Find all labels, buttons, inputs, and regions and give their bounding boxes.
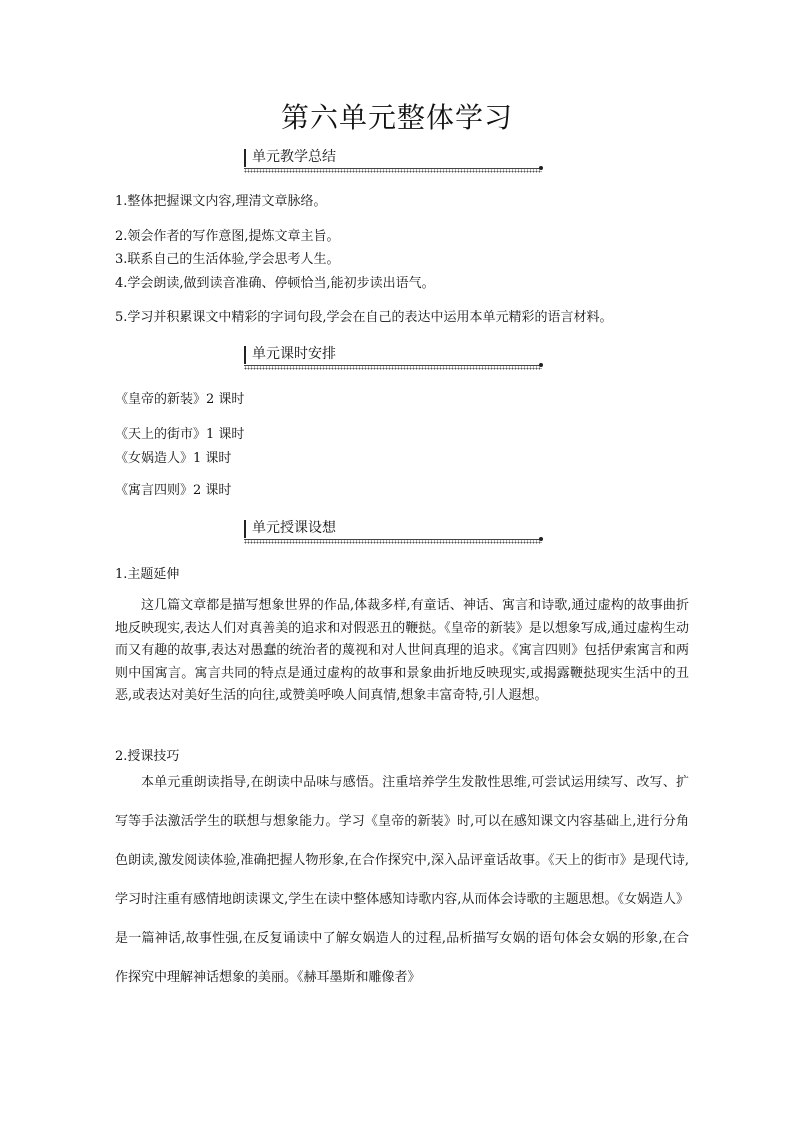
summary-item: 4.学会朗读,做到读音准确、停顿恰当,能初步读出语气。	[115, 276, 435, 291]
subheading-theme: 1.主题延伸	[115, 567, 180, 582]
section-heading-summary	[244, 148, 542, 174]
summary-item: 1.整体把握课文内容,理清文章脉络。	[115, 194, 327, 209]
heading-end-dot	[539, 166, 543, 170]
schedule-item: 《天上的街市》1 课时	[115, 427, 245, 442]
schedule-item: 《皇帝的新装》2 课时	[115, 392, 245, 407]
schedule-item: 《女娲造人》1 课时	[115, 451, 232, 466]
heading-dotted-rule	[244, 168, 542, 173]
section-heading-design	[244, 519, 542, 545]
section-heading-label: 单元教学总结	[252, 149, 336, 165]
summary-item: 5.学习并积累课文中精彩的字词句段,学会在自己的表达中运用本单元精彩的语言材料。	[115, 310, 613, 325]
section-heading-label: 单元课时安排	[252, 346, 336, 362]
heading-bar	[244, 149, 246, 167]
summary-item: 3.联系自己的生活体验,学会思考人生。	[115, 252, 340, 267]
section-heading-label: 单元授课设想	[252, 520, 336, 536]
page-title: 第六单元整体学习	[280, 101, 513, 134]
heading-dotted-rule	[244, 365, 542, 370]
heading-bar	[244, 346, 246, 364]
heading-bar	[244, 520, 246, 538]
schedule-item: 《寓言四则》2 课时	[115, 483, 232, 498]
paragraph-technique: 本单元重朗读指导,在朗读中品味与感悟。注重培养学生发散性思维,可尝试运用续写、改写、扩写等手法激活学生的联想与想象能力。学习《皇帝的新装》时,可以在感知课文内容基础上,进行分角色朗读,激发阅读体验,准确把握人物形象,在合作探究中,深入品评童话故事。《天上的街市》是现代诗,学习时注重有感情地朗读课文,学生在读中整体感知诗歌内容,从而体会诗歌的主题思想。《女娲造人》是一篇神话,故事性强,在反复诵读中了解女娲造人的过程,品析描写女娲的语句体会女娲的形象,在合作探究中理解神话想象的美丽。《赫耳墨斯和雕像者》	[115, 775, 689, 985]
subheading-technique: 2.授课技巧	[115, 749, 180, 764]
summary-item: 2.领会作者的写作意图,提炼文章主旨。	[115, 229, 340, 244]
paragraph-theme: 这几篇文章都是描写想象世界的作品,体裁多样,有童话、神话、寓言和诗歌,通过虚构的故事曲折地反映现实,表达人们对真善美的追求和对假恶丑的鞭挞。《皇帝的新装》是以想象写成,通过虚构生动而又有趣的故事,表达对愚蠢的统治者的蔑视和对人世间真理的追求。《寓言四则》包括伊索寓言和两则中国寓言。寓言共同的特点是通过虚构的故事和景象曲折地反映现实,或揭露鞭挞现实生活中的丑恶,或表达对美好生活的向往,或赞美呼唤人间真情,想象丰富奇特,引人遐想。	[115, 598, 689, 703]
section-heading-schedule	[244, 345, 542, 371]
heading-dotted-rule	[244, 539, 542, 544]
heading-end-dot	[539, 537, 543, 541]
heading-end-dot	[539, 363, 543, 367]
